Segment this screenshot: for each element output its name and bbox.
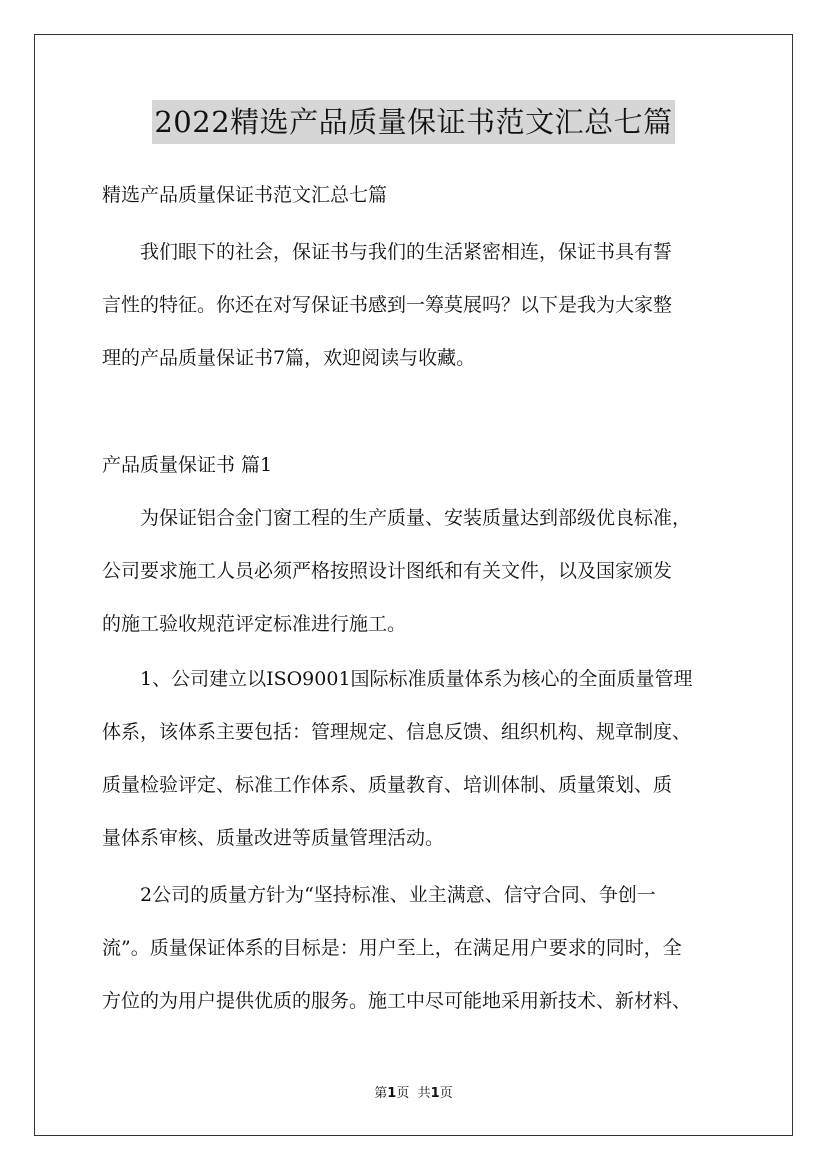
page-footer	[0, 1082, 827, 1101]
paragraph-2	[102, 653, 732, 865]
page-prefix: 第	[374, 1086, 388, 1101]
paragraph-line: 言性的特征。你还在对写保证书感到一筹莫展吗？以下是我为大家整	[102, 294, 673, 316]
title-container	[0, 100, 827, 144]
document-subtitle: 精选产品质量保证书范文汇总七篇	[102, 184, 388, 206]
paragraph-line: 流”。质量保证体系的目标是：用户至上，在满足用户要求的同时，全	[102, 937, 682, 959]
section-heading: 产品质量保证书 篇1	[102, 454, 273, 476]
paragraph-line: 公司要求施工人员必须严格按照设计图纸和有关文件，以及国家颁发	[102, 560, 673, 582]
intro-paragraph	[102, 226, 732, 385]
paragraph-line: 质量检验评定、标准工作体系、质量教育、培训体制、质量策划、质	[102, 774, 673, 796]
paragraph-line: 的施工验收规范评定标准进行施工。	[102, 613, 407, 635]
page-suffix: 页	[396, 1086, 410, 1101]
total-suffix: 页	[439, 1086, 453, 1101]
paragraph-line: 2公司的质量方针为“坚持标准、业主满意、信守合同、争创一	[102, 884, 656, 906]
total-prefix: 共	[417, 1086, 431, 1101]
page-current: 1	[387, 1086, 397, 1101]
paragraph-line: 方位的为用户提供优质的服务。施工中尽可能地采用新技术、新材料、	[102, 990, 692, 1012]
page-total: 1	[430, 1086, 440, 1101]
document-title: 2022精选产品质量保证书范文汇总七篇	[152, 100, 674, 144]
paragraph-line: 量体系审核、质量改进等质量管理活动。	[102, 827, 445, 849]
paragraph-line: 理的产品质量保证书7篇，欢迎阅读与收藏。	[102, 347, 476, 369]
paragraph-1	[102, 492, 732, 651]
paragraph-3	[102, 869, 732, 1028]
paragraph-line: 为保证铝合金门窗工程的生产质量、安装质量达到部级优良标准，	[102, 507, 692, 529]
paragraph-line: 我们眼下的社会，保证书与我们的生活紧密相连，保证书具有誓	[102, 241, 673, 263]
paragraph-line: 体系，该体系主要包括：管理规定、信息反馈、组织机构、规章制度、	[102, 721, 692, 743]
paragraph-line: 1、公司建立以ISO9001国际标准质量体系为核心的全面质量管理	[102, 668, 693, 690]
